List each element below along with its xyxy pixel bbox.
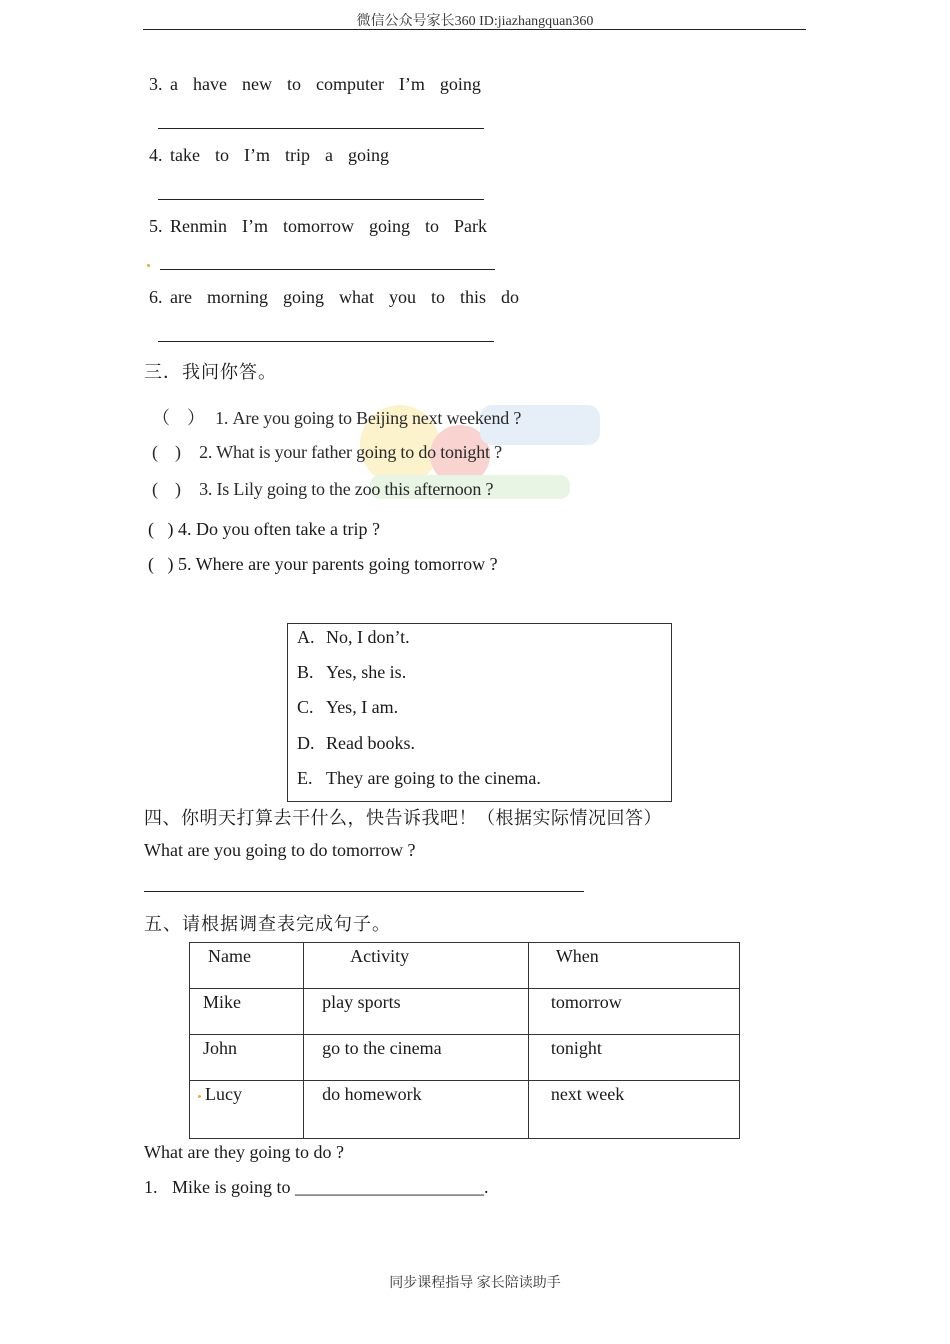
choice-text: Read books. xyxy=(326,733,415,753)
question-row-3 xyxy=(152,479,493,500)
section-5-title: 五、请根据调查表完成句子。 xyxy=(144,914,391,934)
item-words: take to I’m trip a going xyxy=(170,145,389,165)
item-number: 3. xyxy=(149,74,163,94)
choice-letter: E. xyxy=(297,768,313,788)
item-words: Renmin I’m tomorrow going to Park xyxy=(170,216,487,236)
question-row-5 xyxy=(148,554,498,575)
answer-line-3[interactable] xyxy=(158,128,484,129)
answer-paren[interactable]: ( ) xyxy=(152,442,181,462)
choice-text: Yes, I am. xyxy=(326,697,399,717)
cell-when: tomorrow xyxy=(528,989,739,1035)
cell-activity: go to the cinema xyxy=(304,1035,529,1081)
reorder-item-4 xyxy=(149,145,389,166)
reorder-item-3 xyxy=(149,74,481,95)
cell-when: tonight xyxy=(528,1035,739,1081)
section-4-title: 四、你明天打算去干什么，快告诉我吧！（根据实际情况回答） xyxy=(144,808,662,828)
table-row xyxy=(190,1035,740,1081)
cell-activity: do homework xyxy=(304,1081,529,1139)
header-when: When xyxy=(528,943,739,989)
answer-paren[interactable]: ( ) xyxy=(148,519,174,539)
choice-text: No, I don’t. xyxy=(326,627,410,647)
section-3-title: 三．我问你答。 xyxy=(144,362,277,382)
choice-e xyxy=(297,768,541,789)
question-row-1 xyxy=(152,404,521,430)
question-text: 5. Where are your parents going tomorrow ? xyxy=(178,554,498,574)
header-divider xyxy=(143,29,806,30)
scan-speck xyxy=(198,1095,201,1098)
choice-letter: D. xyxy=(297,733,315,753)
choice-letter: C. xyxy=(297,697,314,717)
header-activity: Activity xyxy=(304,943,529,989)
reorder-item-6 xyxy=(149,287,519,308)
answer-line-section-4[interactable] xyxy=(144,891,584,892)
item-words: are morning going what you to this do xyxy=(170,287,519,307)
answer-paren[interactable]: ( ) xyxy=(148,554,174,574)
answer-paren[interactable]: （ ） xyxy=(152,408,205,428)
choice-text: They are going to the cinema. xyxy=(326,768,541,788)
question-text: 4. Do you often take a trip ? xyxy=(178,519,380,539)
choice-letter: B. xyxy=(297,662,314,682)
question-row-2 xyxy=(152,442,502,463)
header-name: Name xyxy=(190,943,304,989)
item-words: a have new to computer I’m going xyxy=(170,74,481,94)
table-row xyxy=(190,989,740,1035)
cell-name: John xyxy=(190,1035,304,1081)
table-header-row xyxy=(190,943,740,989)
answer-line-4[interactable] xyxy=(158,199,484,200)
item-number: 4. xyxy=(149,145,163,165)
cell-name: Lucy xyxy=(190,1081,304,1139)
scan-speck xyxy=(147,264,150,267)
reorder-item-5 xyxy=(149,216,487,237)
cell-activity: play sports xyxy=(304,989,529,1035)
item-number: 5. xyxy=(149,216,163,236)
choice-letter: A. xyxy=(297,627,315,647)
choice-d xyxy=(297,733,415,754)
sentence-text: Mike is going to _____________________. xyxy=(172,1177,489,1197)
section-5-question: What are they going to do ? xyxy=(144,1142,344,1162)
choice-b xyxy=(297,662,406,683)
item-number: 6. xyxy=(149,287,163,307)
question-text: 1. Are you going to Beijing next weekend ? xyxy=(215,408,522,428)
question-row-4 xyxy=(148,519,380,540)
choice-c xyxy=(297,697,398,718)
cell-when: next week xyxy=(528,1081,739,1139)
answer-paren[interactable]: ( ) xyxy=(152,479,181,499)
question-text: 3. Is Lily going to the zoo this afternoon ? xyxy=(199,479,494,499)
page-header: 微信公众号家长360 ID:jiazhangquan360 xyxy=(356,14,594,29)
sentence-number: 1. xyxy=(144,1177,158,1197)
question-text: 2. What is your father going to do tonight ? xyxy=(199,442,502,462)
sentence-1 xyxy=(144,1177,489,1198)
choice-text: Yes, she is. xyxy=(326,662,407,682)
answer-choices-box xyxy=(287,623,672,802)
cell-name: Mike xyxy=(190,989,304,1035)
choice-a xyxy=(297,627,410,648)
survey-table xyxy=(189,942,740,1139)
page-footer: 同步课程指导 家长陪读助手 xyxy=(389,1276,561,1291)
answer-line-5[interactable] xyxy=(160,269,495,270)
table-row xyxy=(190,1081,740,1139)
section-4-question: What are you going to do tomorrow ? xyxy=(144,840,416,860)
answer-line-6[interactable] xyxy=(158,341,494,342)
